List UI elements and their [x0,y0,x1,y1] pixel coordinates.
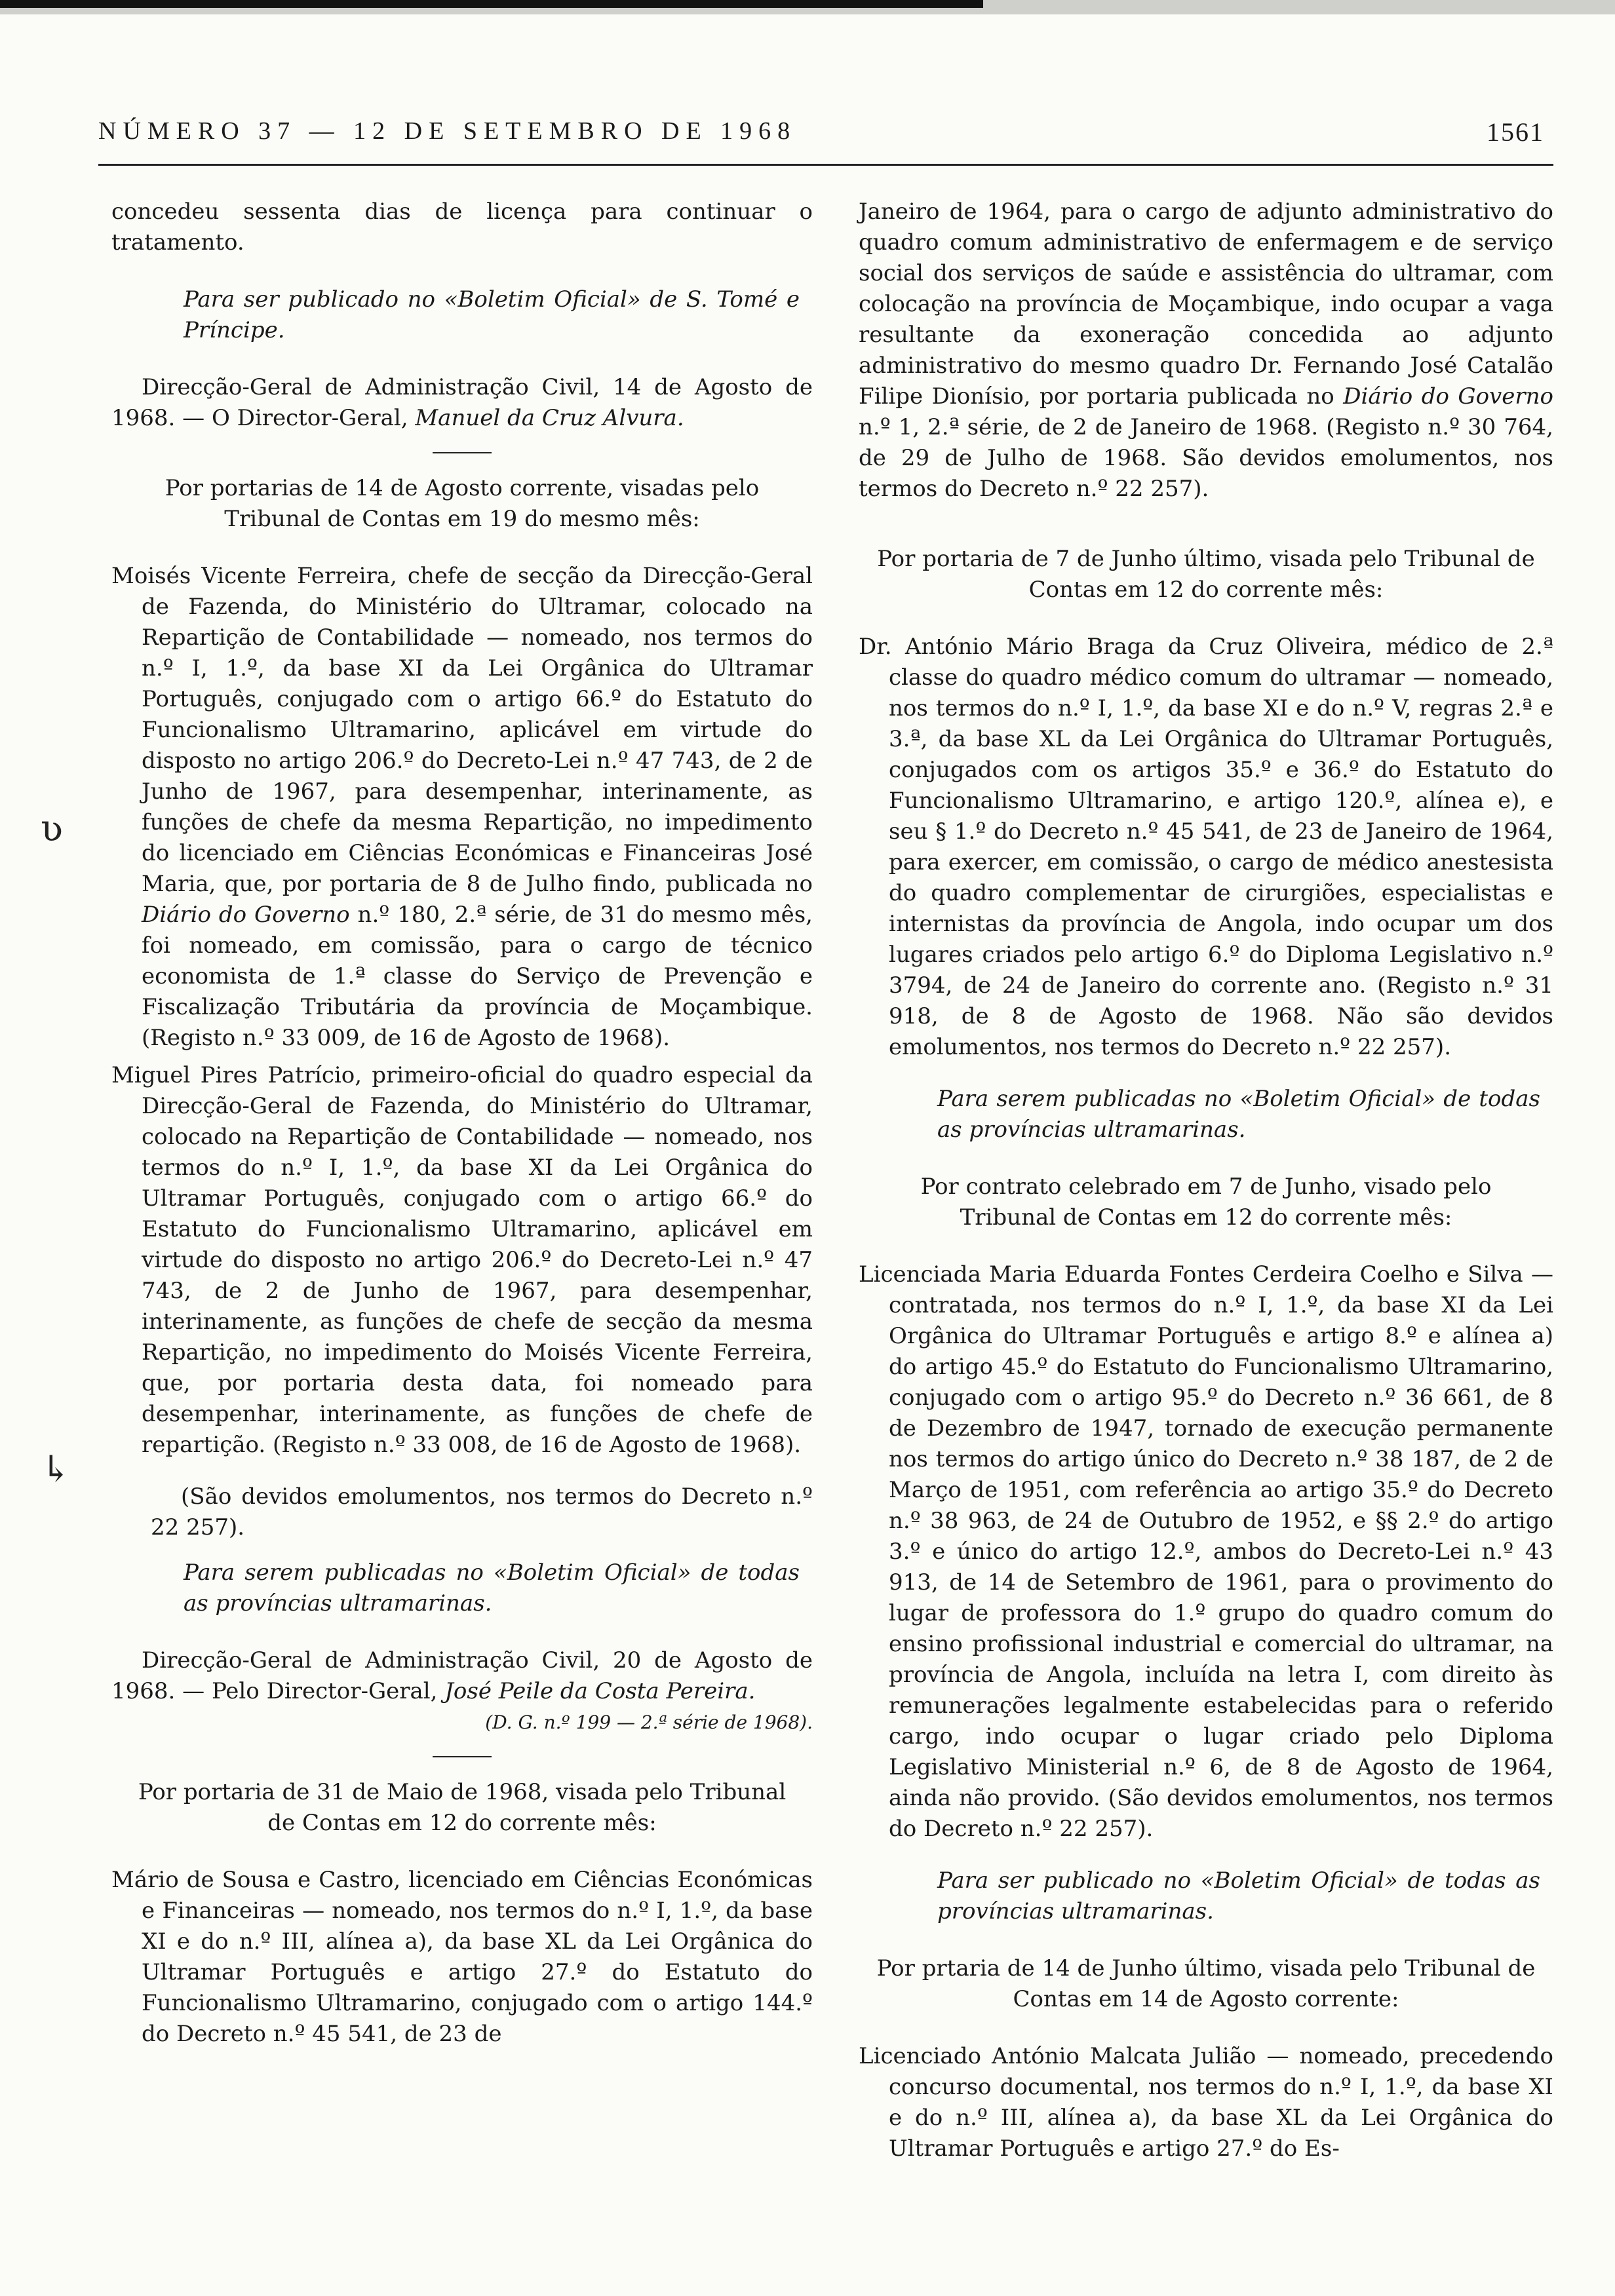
appointment-entry: Miguel Pires Patrício, primeiro-oficial do quadro especial da Direcção-Geral de Fazenda, do Ministério do Ultramar, colocado na Repartição de Contabilidade — nomeado, nos termos do n.º I, 1.º, da base XI da Lei Orgânica do Ultramar Português, conjugado com o artigo 66.º do Estatuto do Funcionalismo Ultramarino, aplicável em virtude do disposto no artigo 206.º do Decreto-Lei n.º 47 743, de 2 de Junho de 1967, para desempenhar, interinamente, as funções de chefe de secção da mesma Repartição, no impedimento do Moisés Vicente Ferreira, que, por portaria desta data, foi nomeado para desempenhar, interinamente, as funções de chefe de repartição. (Registo n.º 33 008, de 16 de Agosto de 1968). [111,1062,813,1458]
signatory: José Peile da Costa Pereira. [444,1678,756,1704]
appointment-entry: Licenciado António Malcata Julião — nomeado, precedendo concurso documental, nos termos do n.º I, 1.º, da base XI e do n.º III, alínea a), da base XL da Lei Orgânica do Ultramar Português e artigo 27.º do Es- [859,2043,1553,2162]
signature-paragraph: Direcção-Geral de Administração Civil, 14 de Agosto de 1968. — O Director-Geral, Manuel da Cruz Alvura. [111,374,813,431]
publication-note: Para serem publicadas no «Boletim Oficial» de todas as províncias ultramarinas. [937,1086,1540,1143]
source-reference: (D. G. n.º 199 — 2.ª série de 1968). [485,1712,813,1733]
appointment-entry: Mário de Sousa e Castro, licenciado em Ciências Económicas e Financeiras — nomeado, nos termos do n.º I, 1.º, da base XI e do n.º III, alínea a), da base XL da Lei Orgânica do Ultramar Português e artigo 27.º do Estatuto do Funcionalismo Ultramarino, conjugado com o artigo 144.º do Decreto n.º 45 541, de 23 de [111,1867,813,2047]
section-intro: Por portarias de 14 de Agosto corrente, visadas pelo Tribunal de Contas em 19 do mesmo mês: [165,475,760,532]
issue-line: NÚMERO 37 — 12 DE SETEMBRO DE 1968 [98,117,797,145]
paragraph: concedeu sessenta dias de licença para continuar o tratamento. [111,199,813,256]
left-column [111,197,813,2056]
section-intro: Por contrato celebrado em 7 de Junho, visado pelo Tribunal de Contas em 12 do corrente mês: [920,1174,1492,1231]
fees-note: (São devidos emolumentos, nos termos do Decreto n.º 22 257). [151,1483,813,1540]
margin-mark-icon: ↳ [41,1448,71,1491]
paragraph: Janeiro de 1964, para o cargo de adjunto administrativo do quadro comum administrativo de enfermagem e de serviço social dos serviços de saúde e assistência do ultramar, com colocação na província de Moçambique, indo ocupar a vaga resultante da exoneração concedida ao adjunto administrativo do mesmo quadro Dr. Fernando José Catalão Filipe Dionísio, por portaria publicada no Diário do Governo n.º 1, 2.ª série, de 2 de Janeiro de 1968. (Registo n.º 30 764, de 29 de Julho de 1968. São devidos emolumentos, nos termos do Decreto n.º 22 257). [859,199,1553,502]
page-header [98,117,1544,156]
header-rule [98,164,1553,166]
publication-note: Para serem publicadas no «Boletim Oficial» de todas as províncias ultramarinas. [184,1559,800,1617]
page-number: 1561 [1487,117,1544,147]
scan-edge [0,0,1615,14]
separator [433,1756,492,1757]
right-column [859,197,1553,2171]
signatory: Manuel da Cruz Alvura. [415,405,684,431]
section-intro: Por prtaria de 14 de Junho último, visada pelo Tribunal de Contas em 14 de Agosto corrente: [876,1955,1536,2012]
publication-note: Para ser publicado no «Boletim Oficial» de todas as províncias ultramarinas. [937,1867,1540,1924]
appointment-entry: Moisés Vicente Ferreira, chefe de secção da Direcção-Geral de Fazenda, do Ministério do Ultramar, colocado na Repartição de Contabilidade — nomeado, nos termos do n.º I, 1.º, da base XI da Lei Orgânica do Ultramar Português, conjugado com o artigo 66.º do Estatuto do Funcionalismo Ultramarino, aplicável em virtude do disposto no artigo 206.º do Decreto-Lei n.º 47 743, de 2 de Junho de 1967, para desempenhar, interinamente, as funções de chefe da mesma Repartição, no impedimento do licenciado em Ciências Económicas e Financeiras José Maria, que, por portaria de 8 de Julho findo, publicada no Diário do Governo n.º 180, 2.ª série, de 31 do mesmo mês, foi nomeado, em comissão, para o cargo de técnico economista de 1.ª classe do Serviço de Prevenção e Fiscalização Tributária da província de Moçambique. (Registo n.º 33 009, de 16 de Agosto de 1968). [111,563,813,1051]
signature-paragraph: Direcção-Geral de Administração Civil, 20 de Agosto de 1968. — Pelo Director-Geral, José Peile da Costa Pereira. [111,1647,813,1704]
appointment-entry: Licenciada Maria Eduarda Fontes Cerdeira Coelho e Silva — contratada, nos termos do n.º I, 1.º, da base XI da Lei Orgânica do Ultramar Português e artigo 8.º e alínea a) do artigo 45.º do Estatuto do Funcionalismo Ultramarino, conjugado com o artigo 95.º do Decreto n.º 36 661, de 8 de Dezembro de 1947, tornado de execução permanente nos termos do artigo único do Decreto n.º 38 187, de 2 de Março de 1951, com referência ao artigo 35.º do Decreto n.º 38 963, de 24 de Outubro de 1952, e §§ 2.º do artigo 3.º e único do artigo 12.º, ambos do Decreto-Lei n.º 43 913, de 14 de Setembro de 1961, para o provimento do lugar de professora do 1.º grupo do quadro comum do ensino profissional industrial e comercial do ultramar, na província de Angola, incluída na letra I, com direito às remunerações legalmente estabelecidas para o referido cargo, indo ocupar o lugar criado pelo Diploma Legislativo Ministerial n.º 6, de 8 de Agosto de 1964, ainda não provido. (São devidos emolumentos, nos termos do Decreto n.º 22 257). [859,1261,1553,1842]
publication-note: Para ser publicado no «Boletim Oficial» de S. Tomé e Príncipe. [184,286,800,343]
appointment-entry: Dr. António Mário Braga da Cruz Oliveira, médico de 2.ª classe do quadro médico comum do ultramar — nomeado, nos termos do n.º I, 1.º, da base XI e do n.º V, regras 2.ª e 3.ª, da base XL da Lei Orgânica do Ultramar Português, conjugados com os artigos 35.º e 36.º do Estatuto do Funcionalismo Ultramarino, e artigo 120.º, alínea e), e seu § 1.º do Decreto n.º 45 541, de 23 de Janeiro de 1964, para exercer, em comissão, o cargo de médico anestesista do quadro complementar de cirurgiões, especialistas e internistas da província de Angola, indo ocupar um dos lugares criados pelo artigo 6.º do Diploma Legislativo n.º 3794, de 24 de Janeiro do corrente ano. (Registo n.º 31 918, de 8 de Agosto de 1968. Não são devidos emolumentos, nos termos do Decreto n.º 22 257). [859,634,1553,1060]
section-intro: Por portaria de 7 de Junho último, visada pelo Tribunal de Contas em 12 do corrente mês: [877,546,1535,603]
section-intro: Por portaria de 31 de Maio de 1968, visada pelo Tribunal de Contas em 12 do corrente mês: [138,1779,787,1836]
separator [433,452,492,453]
margin-mark-icon: ʋ [41,807,64,850]
